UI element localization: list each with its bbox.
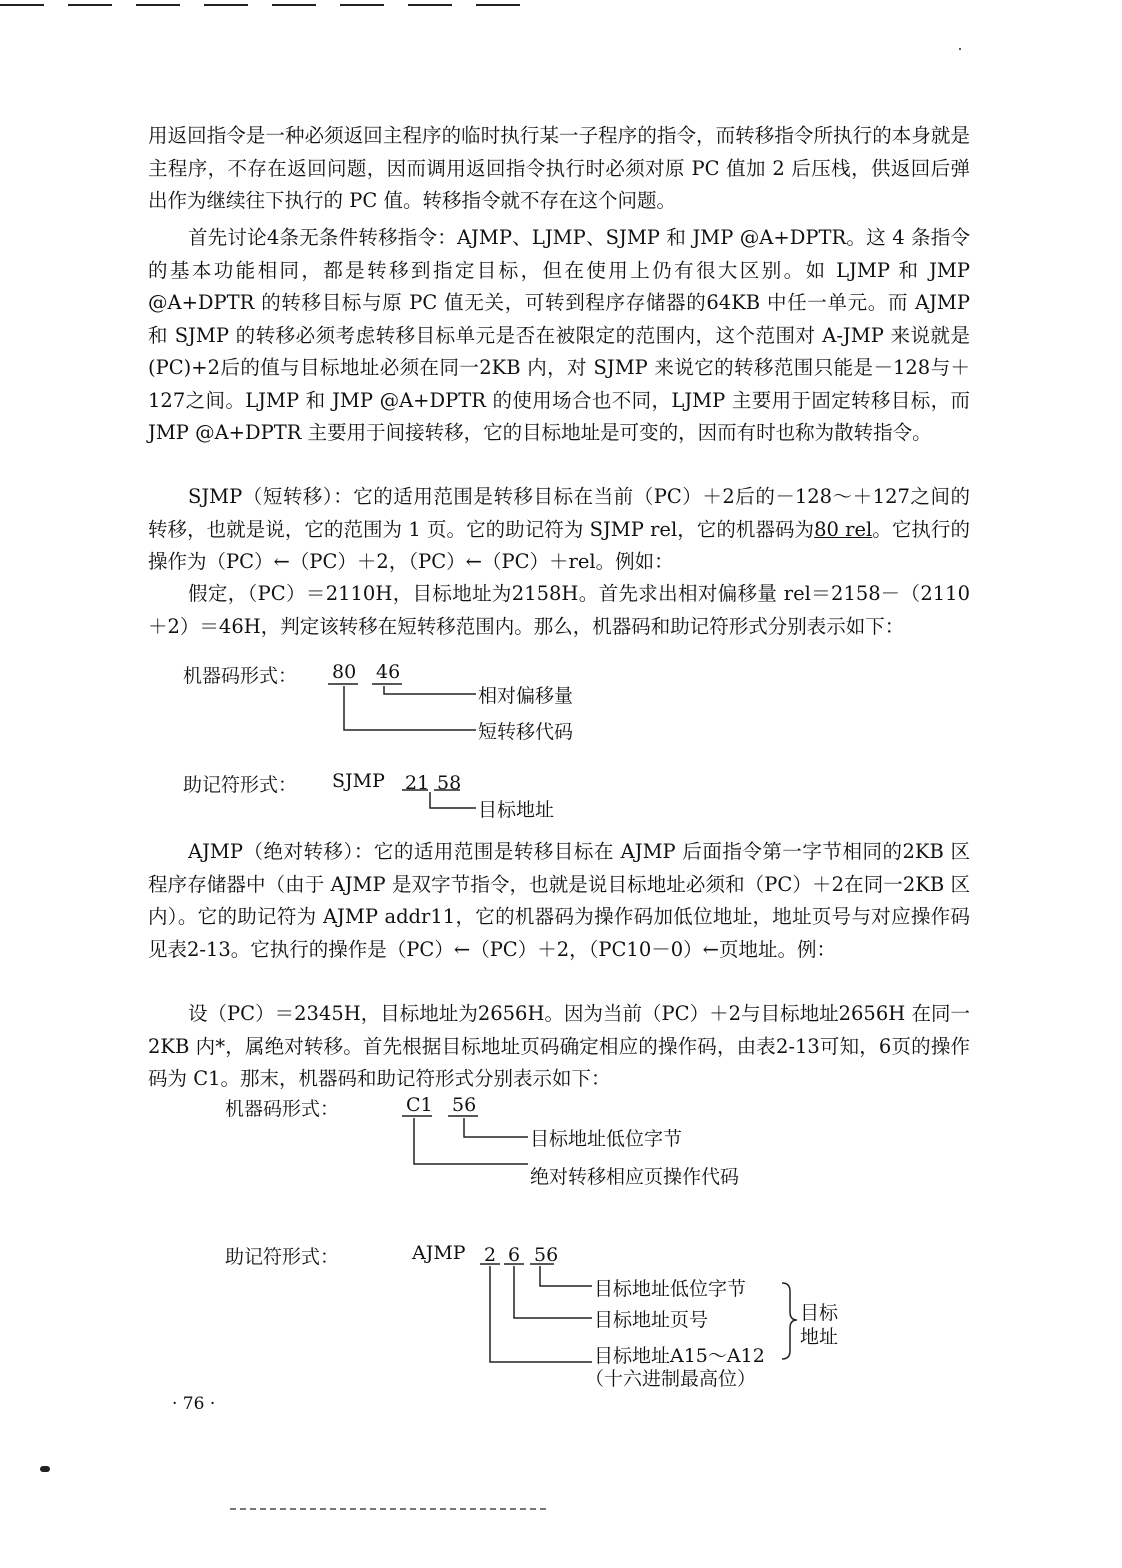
paragraph-4: 假定，（PC）＝2110H，目标地址为2158H。首先求出相对偏移量 rel＝2158－（2110＋2）＝46H，判定该转移在短转移范围内。那么，机器码和助记符形式分别表示如下：: [148, 582, 970, 638]
bottom-dotted-line: [230, 1508, 550, 1510]
paragraph-1: 用返回指令是一种必须返回主程序的临时执行某一子程序的指令，而转移指令所执行的本身就是主程序，不存在返回问题，因而调用返回指令执行时必须对原 PC 值加 2 后压栈，供返回后弹出作为继续往下执行的 PC 值。转移指令就不存在这个问题。: [148, 124, 970, 212]
d3-byte-1: C1: [406, 1094, 433, 1116]
scan-blot: [40, 1466, 50, 1472]
d4-byte-1: 2: [484, 1244, 497, 1266]
page-number: · 76 ·: [172, 1394, 216, 1414]
paragraph-2: 首先讨论4条无条件转移指令：AJMP、LJMP、SJMP 和 JMP @A+DPTR。这 4 条指令的基本功能相同，都是转移到指定目标，但在使用上仍有很大区别。如 LJMP 和 JMP @A+DPTR 的转移目标与原 PC 值无关，可转到程序存储器的64KB 中任一单元。而 AJMP 和 SJMP 的转移必须考虑转移目标单元是否在被限定的范围内，这个范围对 A-JMP 来说就是 (PC)+2后的值与目标地址必须在同一2KB 内，对 SJMP 来说它的转移范围只能是－128与＋127之间。LJMP 和 JMP @A+DPTR 的使用场合也不同，LJMP 主要用于固定转移目标，而 JMP @A+DPTR 主要用于间接转移，它的目标地址是可变的，因而有时也称为散转指令。: [148, 226, 970, 444]
paragraph-6: 设（PC）＝2345H，目标地址为2656H。因为当前（PC）＋2与目标地址2656H 在同一2KB 内*，属绝对转移。首先根据目标地址页码确定相应的操作码，由表2-13可知，6页的操作码为 C1。那末，机器码和助记符形式分别表示如下：: [148, 1002, 970, 1090]
sjmp-machine-code: 80 rel: [814, 517, 873, 541]
d4-leader-3: [490, 1266, 592, 1362]
d4-note-high-nibble-sub: （十六进制最高位）: [585, 1368, 757, 1390]
d2-note-target: 目标地址: [478, 799, 555, 821]
d2-byte-1: 21: [405, 772, 430, 794]
d4-brace-label-2: 地址: [800, 1326, 839, 1348]
d4-note-high-nibble: 目标地址A15～A12: [594, 1345, 765, 1367]
d4-leader-2: [514, 1266, 592, 1318]
d1-label: 机器码形式：: [183, 665, 298, 687]
d1-byte-2: 46: [376, 661, 401, 683]
d4-byte-2: 6: [508, 1244, 521, 1266]
d3-label: 机器码形式：: [225, 1098, 340, 1120]
d1-leader-2: [344, 686, 476, 730]
d4-byte-3: 56: [534, 1244, 559, 1266]
d1-note-offset: 相对偏移量: [478, 685, 574, 707]
paragraph-3-text-a: SJMP（短转移）：它的适用范围是转移目标在当前（PC）＋2后的－128～＋127之间的转移，也就是说，它的范围为 1 页。它的助记符为 SJMP rel，它的机器码为: [148, 485, 970, 541]
d3-leader-2: [414, 1118, 528, 1164]
d2-opcode: SJMP: [332, 770, 385, 792]
paragraph-5: AJMP（绝对转移）：它的适用范围是转移目标在 AJMP 后面指令第一字节相同的2KB 区程序存储器中（由于 AJMP 是双字节指令，也就是说目标地址必须和（PC）＋2在同一2KB 区内）。它的助记符为 AJMP addr11，它的机器码为操作码加低位地址，地址页号与对应操作码见表2-13。它执行的操作是（PC）←（PC）＋2，（PC10－0）←页地址。例：: [148, 840, 970, 961]
d4-brace-label-1: 目标: [800, 1302, 839, 1324]
d2-byte-2: 58: [437, 772, 462, 794]
d4-opcode: AJMP: [412, 1242, 466, 1264]
d3-note-page-opcode: 绝对转移相应页操作代码: [530, 1166, 740, 1188]
d2-label: 助记符形式：: [183, 774, 298, 796]
d4-label: 助记符形式：: [225, 1246, 340, 1268]
d4-note-low-byte: 目标地址低位字节: [594, 1278, 747, 1300]
d4-right-brace: [782, 1283, 797, 1359]
d1-byte-1: 80: [332, 661, 357, 683]
d4-note-page-number: 目标地址页号: [594, 1309, 709, 1331]
d3-byte-2: 56: [452, 1094, 477, 1116]
d1-note-opcode: 短转移代码: [478, 721, 574, 743]
d3-note-low-byte: 目标地址低位字节: [530, 1128, 683, 1150]
d4-leader-1: [540, 1266, 592, 1286]
paragraph-3-text-b: 。它执行的操作为（PC）←（PC）＋2，（PC）←（PC）＋rel。例如：: [148, 517, 970, 573]
d2-leader-1: [430, 792, 476, 808]
d1-leader-1: [384, 686, 476, 694]
d3-leader-1: [464, 1118, 528, 1137]
